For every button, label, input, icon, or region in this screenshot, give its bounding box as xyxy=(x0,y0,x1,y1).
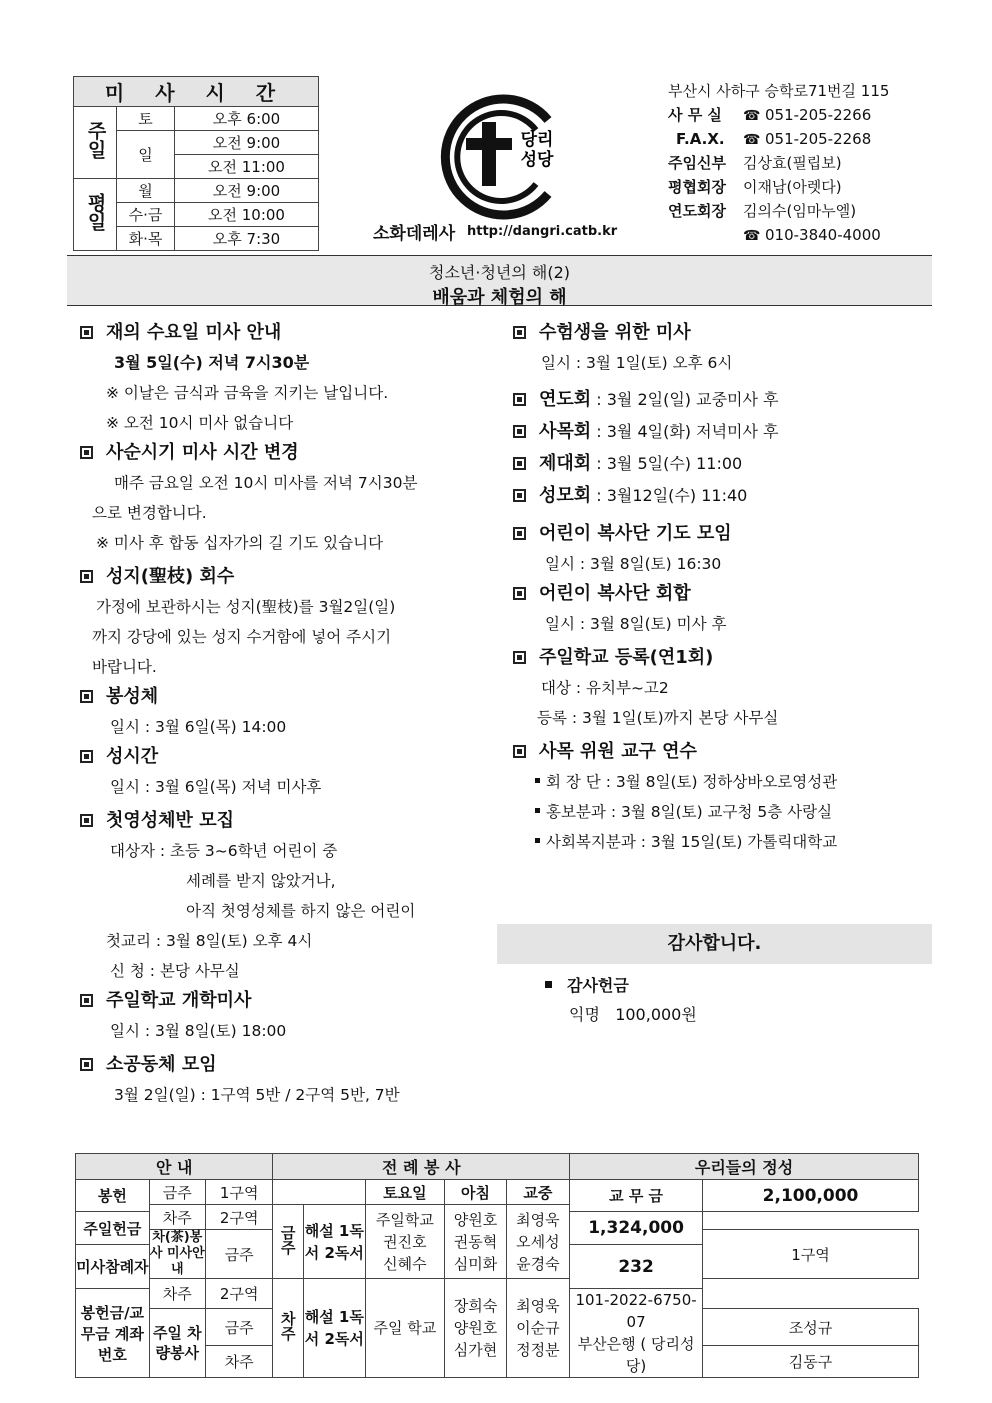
mass-time: 오전 9:00 xyxy=(175,179,319,203)
guide-header: 안 내 xyxy=(76,1154,273,1180)
notice-title: 봉성체 xyxy=(80,682,490,712)
square-bullet-icon xyxy=(80,446,93,459)
svg-text:당리: 당리 xyxy=(520,130,554,150)
notice-line: 회 장 단 : 3월 8일(토) 정하상바오로영성관 xyxy=(513,767,923,797)
parish-name: 소화데레사 xyxy=(373,224,456,244)
square-bullet-icon xyxy=(80,814,93,827)
notice-title: 성시간 xyxy=(80,742,490,772)
notice-line: 매주 금요일 오전 10시 미사를 저녁 7시30분 xyxy=(114,474,418,492)
notice-title: 주일학교 개학미사 xyxy=(80,986,490,1016)
notice-right-column xyxy=(513,318,923,857)
mass-day: 월 xyxy=(117,179,175,203)
notice-line: 신 청 : 본당 사무실 xyxy=(110,962,240,980)
fax-number: 051-205-2268 xyxy=(765,130,872,148)
council-name: 이재남(아렛다) xyxy=(743,178,842,196)
notice-title: 사목 위원 교구 연수 xyxy=(513,737,923,767)
notice-line: 가정에 보관하시는 성지(聖枝)를 3월2일(일) xyxy=(96,598,396,616)
tea-service-label: 차(茶)봉사 미사안내 xyxy=(149,1230,205,1277)
tea-this: 1구역 xyxy=(703,1230,919,1279)
contribution-label: 교 무 금 xyxy=(570,1180,703,1212)
mass-day: 화·목 xyxy=(117,227,175,251)
phone-icon: ☎ xyxy=(743,132,761,148)
thanks-item: 감사헌금 xyxy=(567,976,629,995)
offertory-label: 봉헌 xyxy=(76,1180,150,1212)
mass-time: 오후 6:00 xyxy=(175,107,319,131)
thanks-section xyxy=(545,972,697,1030)
parish-url[interactable]: http://dangri.catb.kr xyxy=(467,224,618,239)
youth-label: 연도회장 xyxy=(668,202,726,220)
square-bullet-icon xyxy=(513,489,526,502)
notice-title: 사순시기 미사 시간 변경 xyxy=(80,438,490,468)
square-bullet-icon xyxy=(513,457,526,470)
notice-line: 대상자 : 초등 3~6학년 어린이 중 xyxy=(110,842,338,860)
notice-title: 연도회 : 3월 2일(일) 교중미사 후 xyxy=(513,385,923,415)
mass-time: 오전 10:00 xyxy=(175,203,319,227)
next-sat: 주일 학교 xyxy=(365,1279,445,1378)
this-week-label: 금주 xyxy=(205,1230,273,1279)
dot-bullet-icon xyxy=(535,838,540,843)
this-week-label: 금주 xyxy=(205,1309,273,1346)
office-phone: 051-205-2266 xyxy=(765,106,872,124)
square-bullet-icon xyxy=(513,651,526,664)
parking-this: 조성규 xyxy=(703,1309,919,1346)
notice-title: 어린이 복사단 회합 xyxy=(513,579,923,609)
notice-title: 성지(聖枝) 회수 xyxy=(80,562,490,592)
office-label: 사 무 실 xyxy=(668,106,722,124)
notice-left-column xyxy=(80,318,490,1110)
parking-next: 김동구 xyxy=(703,1346,919,1378)
col-morning: 아침 xyxy=(445,1180,506,1205)
notice-line: 일시 : 3월 6일(목) 저녁 미사후 xyxy=(110,778,322,796)
col-saturday: 토요일 xyxy=(365,1180,445,1205)
notice-title: 어린이 복사단 기도 모임 xyxy=(513,519,923,549)
notice-line: 사회복지분과 : 3월 15일(토) 가톨릭대학교 xyxy=(513,827,923,857)
roles-label: 해설 1독서 2독서 xyxy=(304,1205,365,1279)
attendance-label: 미사참례자 xyxy=(76,1245,150,1289)
thanks-amount: 100,000원 xyxy=(615,1005,697,1024)
this-sat-list: 주일학교 권진호 신혜수 xyxy=(365,1205,445,1279)
parish-info xyxy=(668,79,889,247)
liturgy-header: 전 례 봉 사 xyxy=(273,1154,570,1180)
phone-icon: ☎ xyxy=(743,108,761,124)
notice-title: 성모회 : 3월12일(수) 11:40 xyxy=(513,481,923,511)
pastor-label: 주임신부 xyxy=(668,154,726,172)
sunday-offering-value: 1,324,000 xyxy=(570,1212,703,1245)
notice-line: 일시 : 3월 8일(토) 18:00 xyxy=(110,1022,287,1040)
account-info: 101-2022-6750-07 부산은행 ( 당리성당) xyxy=(570,1289,703,1378)
notice-line: 일시 : 3월 8일(토) 16:30 xyxy=(545,555,722,573)
notice-line: 까지 강당에 있는 성지 수거함에 넣어 주시기 xyxy=(92,628,392,646)
square-bullet-icon xyxy=(513,587,526,600)
square-bullet-icon xyxy=(545,981,552,988)
square-bullet-icon xyxy=(80,690,93,703)
notice-title: 첫영성체반 모집 xyxy=(80,806,490,836)
this-morning-list: 양원호 권동혁 심미화 xyxy=(445,1205,506,1279)
next-week-label: 차주 xyxy=(149,1205,205,1230)
next-week-vertical: 차주 xyxy=(273,1279,304,1378)
council-label: 평협회장 xyxy=(668,178,726,196)
sunday-label: 주일 xyxy=(74,107,117,179)
account-label: 봉헌금/교무금 계좌번호 xyxy=(76,1289,150,1378)
col-main: 교중 xyxy=(506,1180,569,1205)
mass-day: 수·금 xyxy=(117,203,175,227)
square-bullet-icon xyxy=(80,326,93,339)
square-bullet-icon xyxy=(513,527,526,540)
square-bullet-icon xyxy=(80,994,93,1007)
mass-day: 토 xyxy=(117,107,175,131)
youth-name: 김의수(임마누엘) xyxy=(743,202,857,220)
notice-line: 일시 : 3월 6일(목) 14:00 xyxy=(110,718,287,736)
sunday-offering-label: 주일헌금 xyxy=(76,1212,150,1245)
banner-line2: 배움과 체험의 해 xyxy=(432,287,567,308)
service-table xyxy=(75,1153,919,1378)
mass-time-table xyxy=(73,76,319,251)
square-bullet-icon xyxy=(80,570,93,583)
square-bullet-icon xyxy=(513,745,526,758)
notice-line: ※ 오전 10시 미사 없습니다 xyxy=(106,414,294,432)
next-week-label: 차주 xyxy=(149,1279,205,1309)
dot-bullet-icon xyxy=(535,778,540,783)
thanks-title: 감사합니다. xyxy=(497,924,932,964)
notice-line: 일시 : 3월 8일(토) 미사 후 xyxy=(545,615,727,633)
notice-line: 바랍니다. xyxy=(92,658,157,676)
notice-line: 등록 : 3월 1일(토)까지 본당 사무실 xyxy=(537,709,779,727)
this-week-label: 금주 xyxy=(149,1180,205,1205)
svg-text:성당: 성당 xyxy=(520,150,554,170)
parking-label: 주일 차량봉사 xyxy=(149,1309,205,1378)
square-bullet-icon xyxy=(80,750,93,763)
thanks-donor: 익명 xyxy=(569,1005,600,1024)
theme-banner xyxy=(67,255,932,306)
contribution-value: 2,100,000 xyxy=(703,1180,919,1212)
notice-line: ※ 이날은 금식과 금육을 지키는 날입니다. xyxy=(106,384,389,402)
notice-line: ※ 미사 후 합동 십자가의 길 기도 있습니다 xyxy=(96,534,384,552)
pastor-name: 김상효(필립보) xyxy=(743,154,842,172)
offering-header: 우리들의 정성 xyxy=(570,1154,919,1180)
notice-title: 사목회 : 3월 4일(화) 저녁미사 후 xyxy=(513,417,923,447)
notice-line: 으로 변경합니다. xyxy=(92,504,207,522)
fax-label: F.A.X. xyxy=(676,130,725,148)
notice-title: 수험생을 위한 미사 xyxy=(513,318,923,348)
next-main-list: 최영욱 이순규 정정분 xyxy=(506,1279,569,1378)
notice-line: 홍보분과 : 3월 8일(토) 교구청 5층 사랑실 xyxy=(513,797,923,827)
notice-line: 일시 : 3월 1일(토) 오후 6시 xyxy=(541,354,733,372)
address: 부산시 사하구 승학로71번길 115 xyxy=(668,82,890,100)
notice-line: 첫교리 : 3월 8일(토) 오후 4시 xyxy=(106,932,313,950)
dot-bullet-icon xyxy=(535,808,540,813)
this-week-vertical: 금주 xyxy=(273,1205,304,1279)
notice-title: 소공동체 모임 xyxy=(80,1050,490,1080)
banner-line1: 청소년·청년의 해(2) xyxy=(428,263,571,282)
square-bullet-icon xyxy=(80,1058,93,1071)
notice-line: 3월 2일(일) : 1구역 5반 / 2구역 5반, 7반 xyxy=(114,1086,400,1104)
mass-time: 오전 11:00 xyxy=(175,155,319,179)
mass-day: 일 xyxy=(117,131,175,179)
notice-title: 주일학교 등록(연1회) xyxy=(513,643,923,673)
attendance-value: 232 xyxy=(570,1245,703,1289)
tea-next: 2구역 xyxy=(205,1279,273,1309)
next-morning-list: 장희숙 양원호 심가현 xyxy=(445,1279,506,1378)
youth-phone: 010-3840-4000 xyxy=(765,226,881,244)
roles-label: 해설 1독서 2독서 xyxy=(304,1279,365,1378)
notice-title: 제대회 : 3월 5일(수) 11:00 xyxy=(513,449,923,479)
square-bullet-icon xyxy=(513,326,526,339)
notice-line: 세례를 받지 않았거나, xyxy=(186,872,336,890)
next-week-label: 차주 xyxy=(205,1346,273,1378)
notice-line: 대상 : 유치부~고2 xyxy=(541,679,669,697)
this-main-list: 최영욱 오세성 윤경숙 xyxy=(506,1205,569,1279)
offertory-next: 2구역 xyxy=(205,1205,273,1230)
notice-line: 아직 첫영성체를 하지 않은 어린이 xyxy=(186,902,416,920)
notice-title: 재의 수요일 미사 안내 xyxy=(80,318,490,348)
weekday-label: 평일 xyxy=(74,179,117,251)
mass-time: 오전 9:00 xyxy=(175,131,319,155)
offertory-this: 1구역 xyxy=(205,1180,273,1205)
notice-line: 3월 5일(수) 저녁 7시30분 xyxy=(114,353,310,372)
mass-time: 오후 7:30 xyxy=(175,227,319,251)
mass-time-title: 미 사 시 간 xyxy=(74,77,319,107)
parish-logo-icon xyxy=(430,82,580,232)
phone-icon: ☎ xyxy=(743,228,761,244)
square-bullet-icon xyxy=(513,425,526,438)
square-bullet-icon xyxy=(513,393,526,406)
